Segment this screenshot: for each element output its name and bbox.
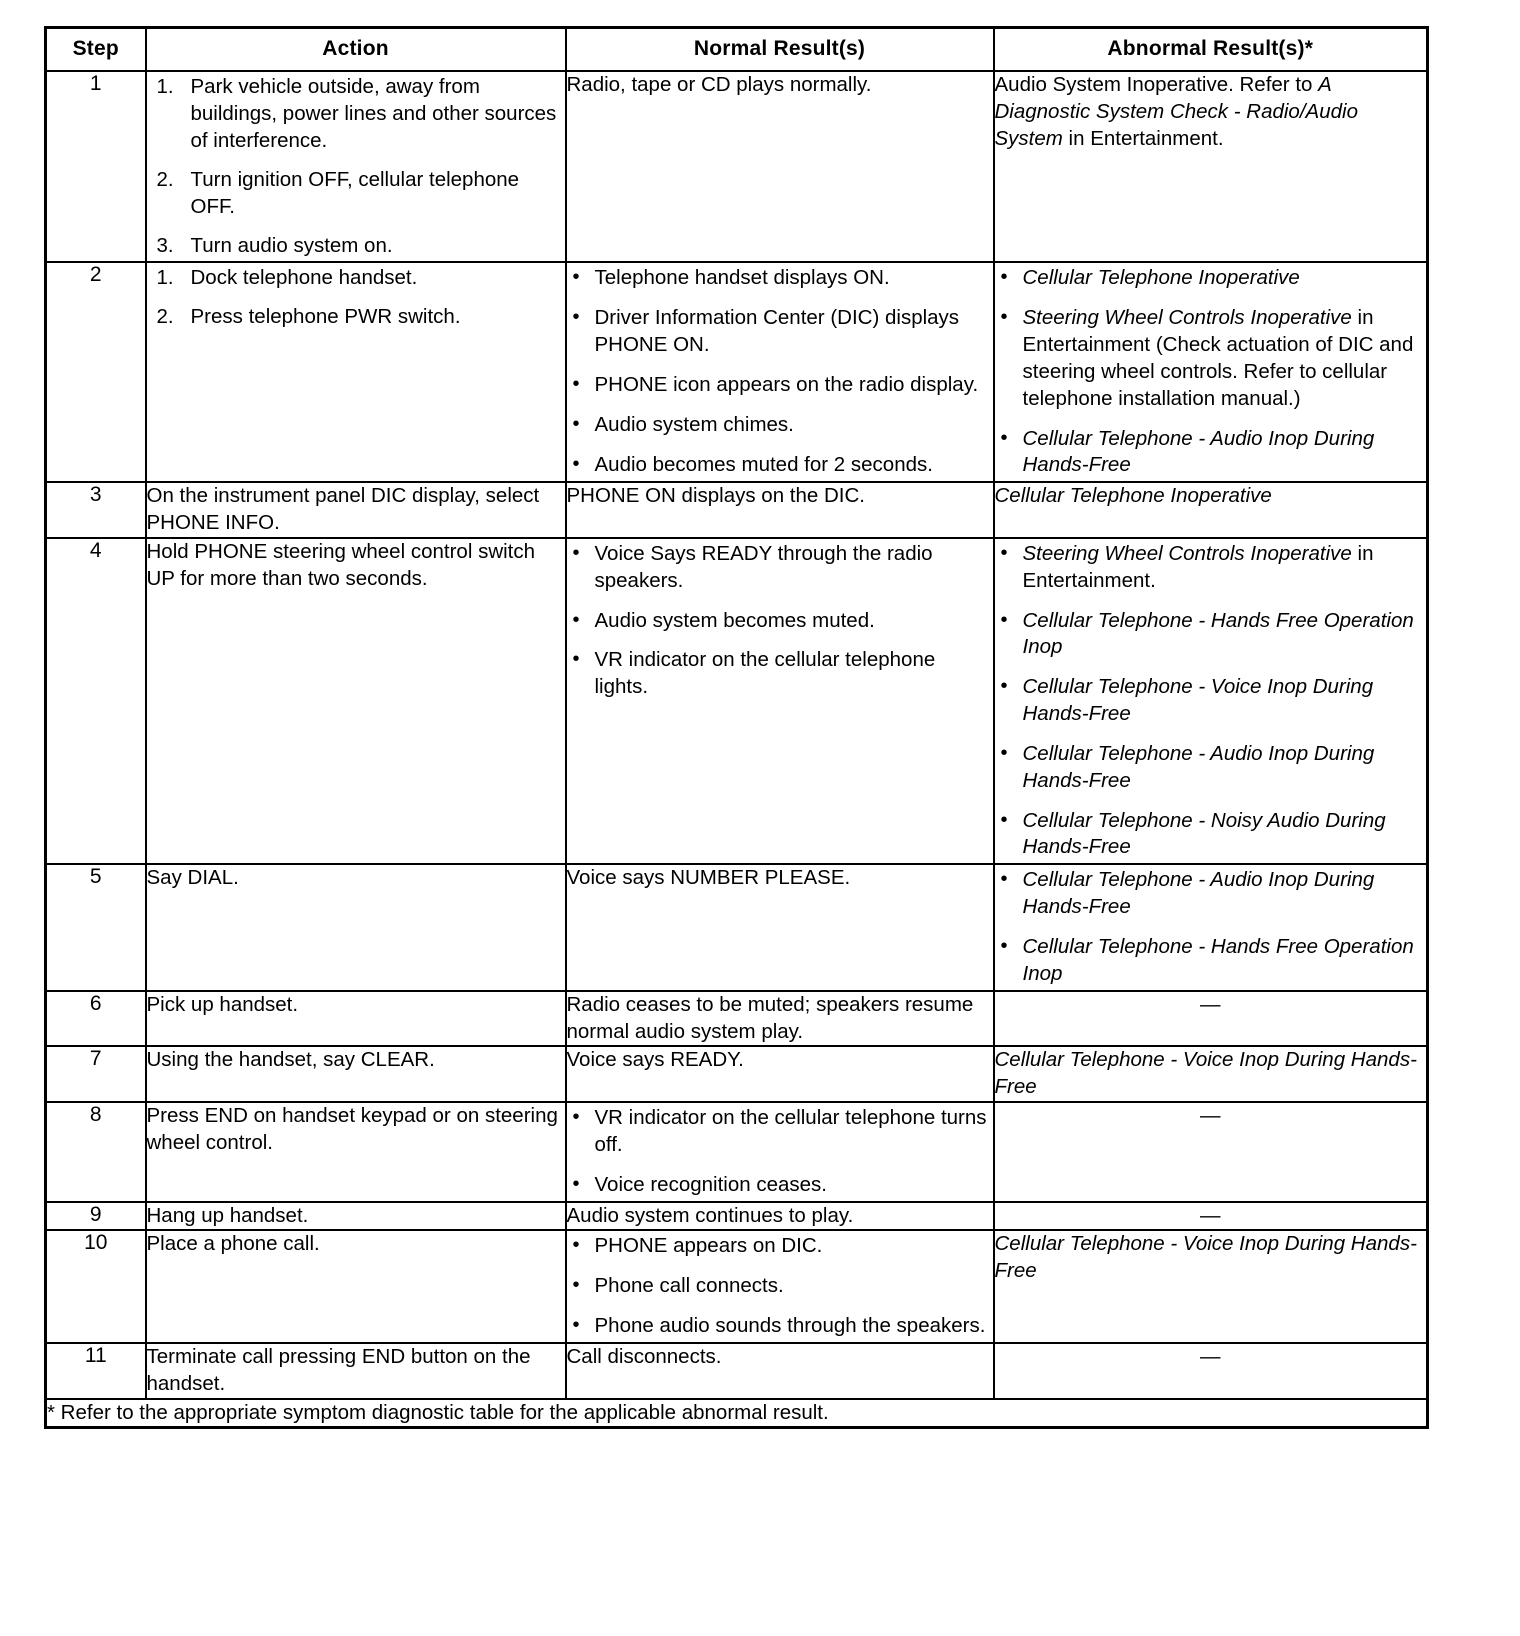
bullet-icon: •	[572, 1172, 580, 1195]
list-item	[567, 541, 993, 595]
cell-step: 1	[46, 71, 146, 262]
bullet-icon: •	[572, 608, 580, 631]
list-item	[567, 608, 993, 635]
cell-action	[146, 1343, 566, 1399]
table-footnote-row	[46, 1399, 1428, 1428]
action-numbered-list	[147, 264, 565, 330]
list-text: Driver Information Center (DIC) displays PHONE ON.	[594, 306, 960, 356]
cell-abnormal-result	[994, 262, 1428, 482]
cell-step: 7	[46, 1046, 146, 1102]
table-row	[46, 262, 1428, 482]
bullet-icon: •	[1000, 808, 1008, 831]
cell-action	[146, 71, 566, 262]
cell-step: 3	[46, 482, 146, 538]
list-item	[567, 647, 993, 701]
abnormal-result-text	[995, 72, 1427, 153]
list-text: Audio becomes muted for 2 seconds.	[594, 452, 933, 476]
cell-abnormal-result	[994, 71, 1428, 262]
bullet-icon: •	[1000, 675, 1008, 698]
list-item	[995, 265, 1427, 292]
table-row	[46, 1230, 1428, 1343]
list-item	[995, 426, 1427, 480]
list-text-italic: Cellular Telephone Inoperative	[1022, 266, 1300, 290]
bullet-icon: •	[1000, 868, 1008, 891]
normal-result-text: Voice says NUMBER PLEASE.	[566, 866, 851, 890]
cell-normal-result	[566, 482, 994, 538]
bullet-icon: •	[572, 412, 580, 435]
bullet-icon: •	[1000, 608, 1008, 631]
list-item	[147, 303, 565, 330]
list-item	[147, 73, 565, 154]
list-text: in Entertainment (Check actuation of DIC and steering wheel controls. Refer to cellular telephone installation manual.)	[1022, 306, 1414, 410]
cell-action	[146, 991, 566, 1047]
abnormal-part-italic: A Diagnostic System Check - Radio/Audio System	[994, 73, 1358, 150]
bullet-icon: •	[572, 1274, 580, 1297]
cell-action	[146, 864, 566, 990]
list-text: Park vehicle outside, away from buildings, power lines and other sources of interference.	[190, 75, 557, 153]
normal-result-bullet-list	[567, 1105, 993, 1199]
bullet-icon: •	[572, 266, 580, 289]
cell-step: 11	[46, 1343, 146, 1399]
action-numbered-list	[147, 73, 565, 259]
cell-normal-result	[566, 864, 994, 990]
list-item	[995, 541, 1427, 595]
bullet-icon: •	[572, 541, 580, 564]
list-item	[147, 166, 565, 220]
normal-result-bullet-list	[567, 541, 993, 701]
table-row	[46, 1046, 1428, 1102]
list-text: Audio system chimes.	[594, 412, 794, 436]
cell-step: 8	[46, 1102, 146, 1202]
list-text: VR indicator on the cellular telephone lights.	[594, 648, 936, 699]
list-text: Press telephone PWR switch.	[190, 305, 461, 329]
cell-abnormal-result	[994, 538, 1428, 864]
list-text-italic: Cellular Telephone - Audio Inop During Hands-Free	[1022, 426, 1375, 477]
cell-action	[146, 1230, 566, 1343]
cell-action	[146, 1102, 566, 1202]
list-item	[567, 372, 993, 399]
bullet-icon: •	[1000, 266, 1008, 289]
cell-action	[146, 1046, 566, 1102]
cell-normal-result	[566, 262, 994, 482]
cell-abnormal-result	[994, 991, 1428, 1047]
table-header-row	[46, 28, 1428, 72]
action-text: Press END on handset keypad or on steering wheel control.	[146, 1104, 558, 1154]
list-item	[567, 1105, 993, 1159]
action-text: Hang up handset.	[146, 1203, 309, 1227]
cell-abnormal-result	[994, 1230, 1428, 1343]
list-text-italic: Steering Wheel Controls Inoperative	[1022, 306, 1352, 330]
list-item	[567, 305, 993, 359]
list-item	[567, 1313, 993, 1340]
action-text: Place a phone call.	[146, 1232, 320, 1256]
list-text-italic: Cellular Telephone - Hands Free Operation Inop	[1022, 935, 1414, 985]
list-item	[995, 674, 1427, 728]
abnormal-part: in Entertainment.	[1062, 126, 1224, 150]
cell-action	[146, 538, 566, 864]
bullet-icon: •	[1000, 935, 1008, 957]
table-row	[46, 482, 1428, 538]
list-item	[567, 1233, 993, 1260]
bullet-icon: •	[572, 306, 580, 329]
list-text: Turn audio system on.	[190, 234, 393, 258]
cell-step: 5	[46, 864, 146, 990]
list-text: Audio system becomes muted.	[594, 608, 875, 632]
list-text-italic: Steering Wheel Controls Inoperative	[1022, 541, 1352, 565]
table-row	[46, 1202, 1428, 1231]
action-text: Terminate call pressing END button on the handset.	[146, 1344, 531, 1395]
list-text: Telephone handset displays ON.	[594, 266, 890, 290]
cell-abnormal-result	[994, 864, 1428, 990]
action-text: Pick up handset.	[146, 992, 299, 1016]
list-text: Phone call connects.	[594, 1274, 784, 1298]
list-number: 2.	[156, 305, 174, 329]
em-dash: —	[1200, 1203, 1221, 1227]
bullet-icon: •	[572, 1314, 580, 1337]
bullet-icon: •	[572, 372, 580, 395]
header-abnormal-result: Abnormal Result(s)*	[994, 28, 1428, 72]
list-item	[995, 808, 1427, 862]
bullet-icon: •	[572, 648, 580, 671]
cell-step: 2	[46, 262, 146, 482]
cell-step: 4	[46, 538, 146, 864]
list-number: 1.	[156, 75, 174, 98]
cell-step: 9	[46, 1202, 146, 1231]
list-text: Voice recognition ceases.	[594, 1172, 827, 1196]
cell-step: 6	[46, 991, 146, 1047]
cell-normal-result	[566, 1202, 994, 1231]
list-text-italic: Cellular Telephone - Voice Inop During Hands-Free	[1022, 675, 1374, 726]
abnormal-result-bullet-list	[995, 265, 1427, 479]
em-dash: —	[1200, 992, 1221, 1016]
list-number: 1.	[156, 266, 174, 290]
footnote-text: * Refer to the appropriate symptom diagnostic table for the applicable abnormal result.	[46, 1399, 1428, 1428]
cell-normal-result	[566, 538, 994, 864]
list-item	[995, 867, 1427, 921]
normal-result-text: Radio ceases to be muted; speakers resume normal audio system play.	[566, 992, 974, 1043]
list-text: PHONE appears on DIC.	[594, 1234, 823, 1258]
cell-action	[146, 482, 566, 538]
header-action: Action	[146, 28, 566, 72]
normal-result-bullet-list	[567, 1233, 993, 1340]
cell-abnormal-result	[994, 1202, 1428, 1231]
normal-result-text: Radio, tape or CD plays normally.	[566, 73, 872, 96]
bullet-icon: •	[572, 1234, 580, 1257]
abnormal-result-text: Cellular Telephone - Voice Inop During Hands-Free	[994, 1048, 1417, 1099]
bullet-icon: •	[1000, 426, 1008, 449]
table-row	[46, 538, 1428, 864]
normal-result-text: Voice says READY.	[566, 1048, 744, 1072]
table-row	[46, 991, 1428, 1047]
cell-action	[146, 262, 566, 482]
table-row	[46, 864, 1428, 990]
cell-abnormal-result	[994, 1343, 1428, 1399]
list-item	[567, 1273, 993, 1300]
list-number: 2.	[156, 168, 174, 192]
normal-result-text: PHONE ON displays on the DIC.	[566, 484, 865, 508]
list-text: Phone audio sounds through the speakers.	[594, 1314, 986, 1338]
abnormal-part: Audio System Inoperative. Refer to	[994, 73, 1319, 96]
normal-result-text: Call disconnects.	[566, 1344, 722, 1368]
list-text: Voice Says READY through the radio speakers.	[594, 541, 933, 592]
action-text: Hold PHONE steering wheel control switch UP for more than two seconds.	[146, 539, 536, 590]
cell-step: 10	[46, 1230, 146, 1343]
list-text-italic: Cellular Telephone - Audio Inop During Hands-Free	[1022, 741, 1375, 792]
cell-abnormal-result	[994, 1102, 1428, 1202]
abnormal-result-text: Cellular Telephone Inoperative	[994, 484, 1272, 508]
action-text: Using the handset, say CLEAR.	[146, 1048, 435, 1072]
bullet-icon: •	[1000, 306, 1008, 329]
em-dash: —	[1200, 1104, 1221, 1128]
normal-result-bullet-list	[567, 265, 993, 478]
bullet-icon: •	[1000, 741, 1008, 764]
cell-normal-result	[566, 1046, 994, 1102]
cell-normal-result	[566, 1230, 994, 1343]
list-number: 3.	[156, 234, 174, 258]
abnormal-result-bullet-list	[995, 541, 1427, 861]
abnormal-result-text: Cellular Telephone - Voice Inop During Hands-Free	[994, 1232, 1417, 1283]
list-item	[567, 412, 993, 439]
list-text-italic: Cellular Telephone - Audio Inop During Hands-Free	[1022, 868, 1375, 919]
list-item	[995, 934, 1427, 988]
list-item	[995, 608, 1427, 662]
list-item	[567, 265, 993, 292]
em-dash: —	[1200, 1344, 1221, 1368]
list-item	[147, 232, 565, 259]
action-text: On the instrument panel DIC display, select PHONE INFO.	[146, 484, 540, 535]
list-item	[567, 452, 993, 479]
list-text: VR indicator on the cellular telephone turns off.	[594, 1106, 987, 1156]
normal-result-text: Audio system continues to play.	[566, 1203, 854, 1227]
header-normal-result: Normal Result(s)	[566, 28, 994, 72]
list-item	[995, 741, 1427, 795]
header-step: Step	[46, 28, 146, 72]
list-text-italic: Cellular Telephone - Noisy Audio During Hands-Free	[1022, 808, 1386, 859]
bullet-icon: •	[572, 1106, 580, 1129]
list-text: PHONE icon appears on the radio display.	[594, 372, 979, 396]
abnormal-result-bullet-list	[995, 867, 1427, 987]
cell-action	[146, 1202, 566, 1231]
list-text: Turn ignition OFF, cellular telephone OFF.	[190, 168, 520, 219]
cell-abnormal-result	[994, 482, 1428, 538]
diagnostic-table	[44, 26, 1429, 1429]
list-item	[995, 305, 1427, 412]
cell-normal-result	[566, 71, 994, 262]
cell-normal-result	[566, 1343, 994, 1399]
list-text: Dock telephone handset.	[190, 266, 418, 290]
table-row	[46, 71, 1428, 262]
action-text: Say DIAL.	[146, 866, 239, 890]
bullet-icon: •	[572, 452, 580, 475]
list-text: in Entertainment.	[1022, 541, 1374, 592]
cell-normal-result	[566, 1102, 994, 1202]
table-row	[46, 1102, 1428, 1202]
cell-abnormal-result	[994, 1046, 1428, 1102]
bullet-icon: •	[1000, 541, 1008, 564]
list-item	[567, 1172, 993, 1199]
cell-normal-result	[566, 991, 994, 1047]
list-text-italic: Cellular Telephone - Hands Free Operation Inop	[1022, 608, 1414, 659]
list-item	[147, 264, 565, 291]
table-row	[46, 1343, 1428, 1399]
